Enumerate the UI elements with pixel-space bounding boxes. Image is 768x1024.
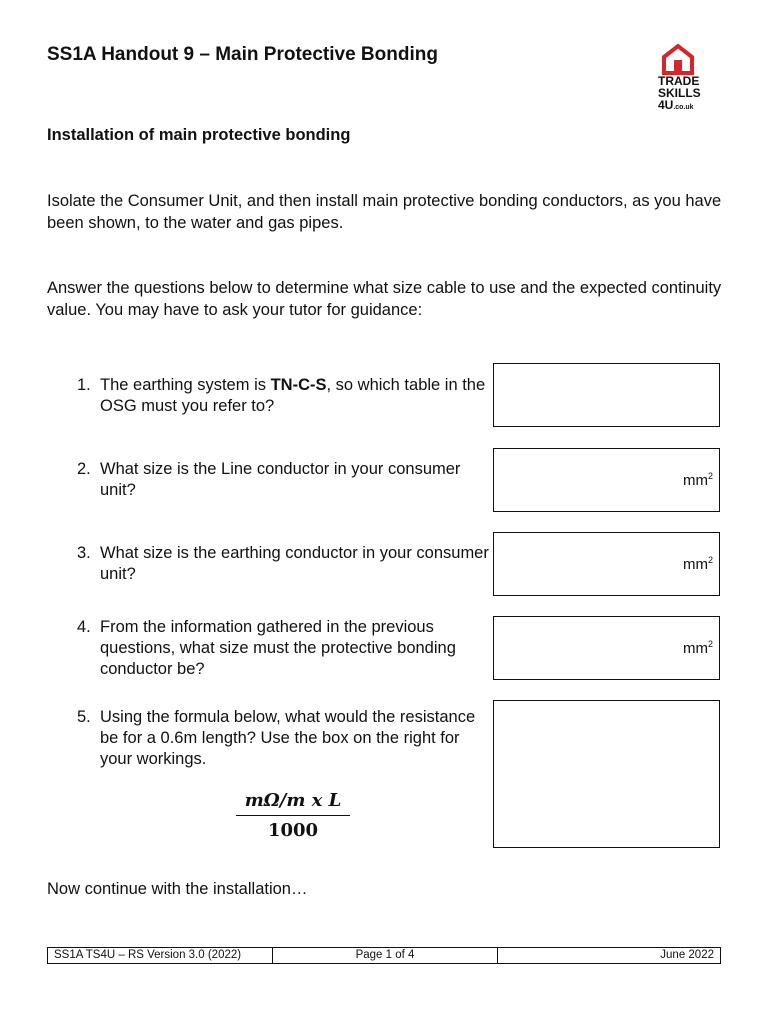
- formula-denominator: 1000: [267, 820, 319, 841]
- question-number: 4.: [77, 618, 91, 636]
- question-text-after: , so which table in the OSG must you refer to?: [100, 376, 486, 415]
- question-text-before: The earthing system is: [100, 376, 271, 394]
- answer-box-4[interactable]: [493, 616, 720, 680]
- question-text: From the information gathered in the previous questions, what size must the protective bonding conductor be?: [100, 618, 456, 678]
- logo-line-1: TRADE: [658, 74, 700, 88]
- logo-line-2: SKILLS: [658, 86, 701, 100]
- question-number: 2.: [77, 460, 91, 478]
- answer-box-1[interactable]: [493, 363, 720, 427]
- instructions-paragraph: Answer the questions below to determine what size cable to use and the expected continuity value. You may have to ask your tutor for guidance:: [47, 279, 722, 319]
- section-heading: Installation of main protective bonding: [47, 126, 351, 144]
- house-icon: [661, 43, 695, 75]
- question-number: 3.: [77, 544, 91, 562]
- unit-label: $mm^2$: [682, 639, 713, 657]
- footer-date: June 2022: [660, 949, 714, 961]
- question-number: 5.: [77, 708, 91, 726]
- workings-box[interactable]: [493, 700, 720, 848]
- logo-suffix: .co.uk: [673, 104, 694, 111]
- intro-paragraph: Isolate the Consumer Unit, and then install main protective bonding conductors, as you have been shown, to the water and gas pipes.: [47, 192, 722, 232]
- page-title: SS1A Handout 9 – Main Protective Bonding: [47, 44, 438, 65]
- answer-box-3[interactable]: [493, 532, 720, 596]
- question-text: Using the formula below, what would the resistance be for a 0.6m length? Use the box on the right for your workings.: [100, 708, 476, 768]
- answer-box-2[interactable]: [493, 448, 720, 512]
- earthing-system-type: TN-C-S: [270, 376, 327, 394]
- resistance-formula: [236, 790, 350, 841]
- footer-version: SS1A TS4U – RS Version 3.0 (2022): [48, 948, 273, 963]
- question-text: What size is the Line conductor in your consumer unit?: [100, 460, 461, 499]
- logo-line-3: 4U: [658, 98, 674, 112]
- page-footer: [47, 947, 721, 964]
- unit-label: $mm^2$: [682, 555, 713, 573]
- formula-numerator: mΩ/m x L: [236, 790, 350, 816]
- footer-page-number: Page 1 of 4: [273, 948, 498, 963]
- question-text: What size is the earthing conductor in your consumer unit?: [100, 544, 489, 583]
- trade-skills-logo: [656, 43, 716, 123]
- question-number: 1.: [77, 376, 91, 394]
- closing-text: Now continue with the installation…: [47, 880, 308, 898]
- unit-label: $mm^2$: [682, 471, 713, 489]
